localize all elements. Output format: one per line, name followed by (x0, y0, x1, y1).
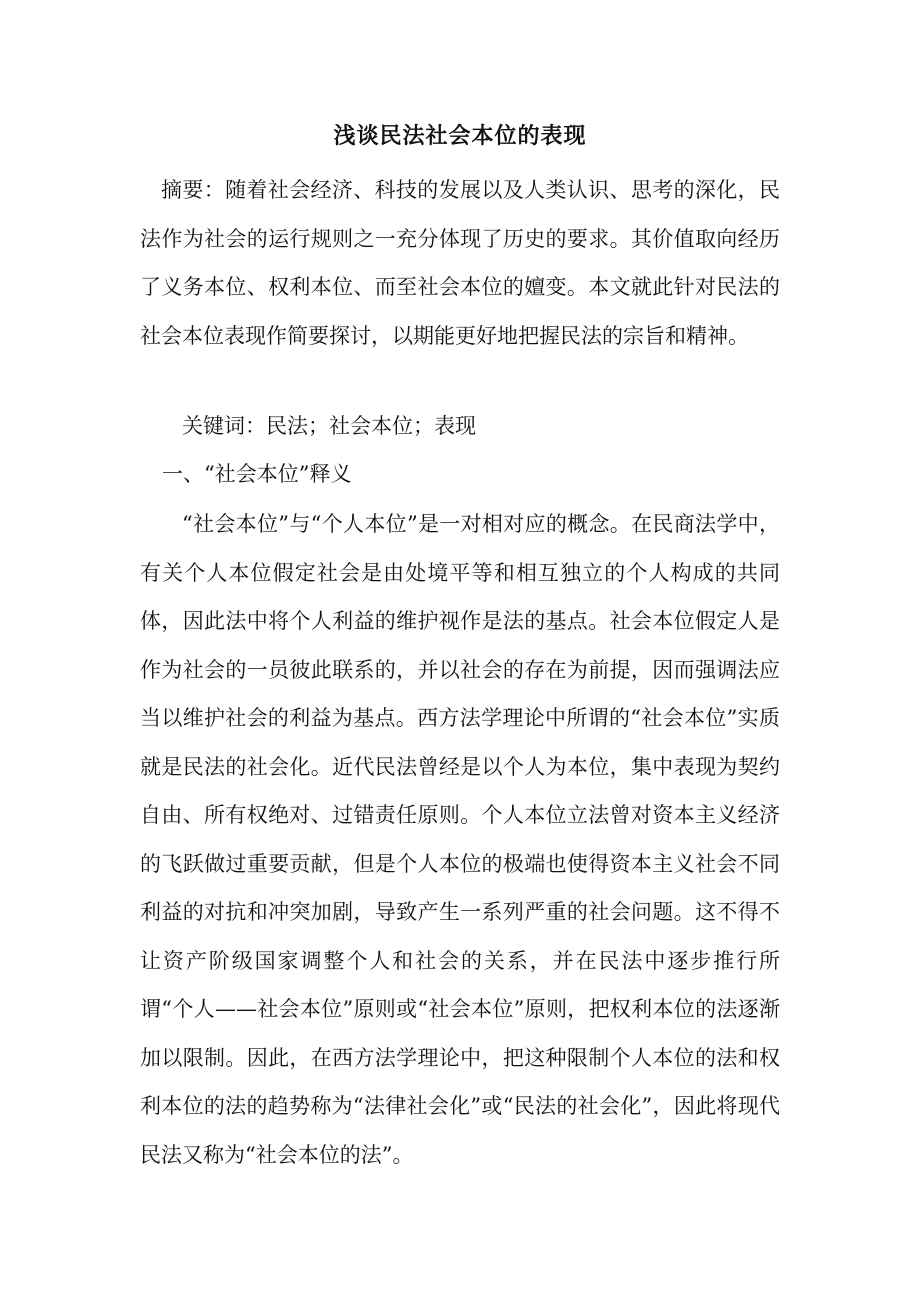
abstract-paragraph: 摘要：随着社会经济、科技的发展以及人类认识、思考的深化，民法作为社会的运行规则之一充分体现了历史的要求。其价值取向经历了义务本位、权利本位、而至社会本位的嬗变。本文就此针对民法的社会本位表现作简要探讨，以期能更好地把握民法的宗旨和精神。 (140, 178, 780, 348)
document-title: 浅谈民法社会本位的表现 (333, 123, 587, 149)
body-paragraph: “社会本位”与“个人本位”是一对相对应的概念。在民商法学中，有关个人本位假定社会是由处境平等和相互独立的个人构成的共同体，因此法中将个人利益的维护视作是法的基点。社会本位假定人是作为社会的一员彼此联系的，并以社会的存在为前提，因而强调法应当以维护社会的利益为基点。西方法学理论中所谓的“社会本位”实质就是民法的社会化。近代民法曾经是以个人为本位，集中表现为契约自由、所有权绝对、过错责任原则。个人本位立法曾对资本主义经济的飞跃做过重要贡献，但是个人本位的极端也使得资本主义社会不同利益的对抗和冲突加剧，导致产生一系列严重的社会问题。这不得不让资产阶级国家调整个人和社会的关系，并在民法中逐步推行所谓“个人——社会本位”原则或“社会本位”原则，把权利本位的法逐渐加以限制。因此，在西方法学理论中，把这种限制个人本位的法和权利本位的法的趋势称为“法律社会化”或“民法的社会化”，因此将现代民法又称为“社会本位的法”。 (140, 512, 780, 1167)
section-heading: 一、“社会本位”释义 (162, 462, 352, 486)
keywords-line: 关键词：民法；社会本位；表现 (182, 414, 476, 438)
